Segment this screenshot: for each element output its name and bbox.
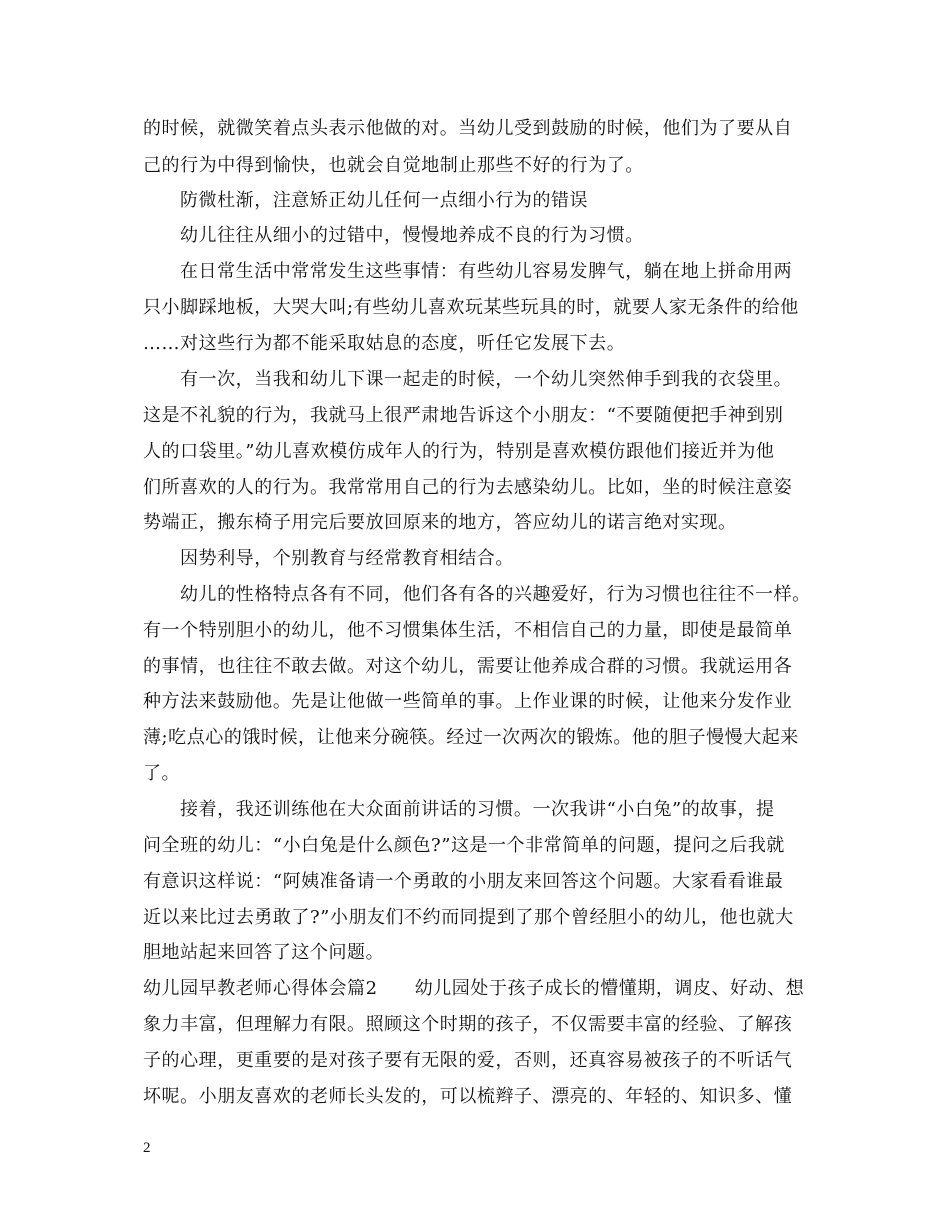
section-heading: 防微杜渐，注意矫正幼儿任何一点细小行为的错误 <box>180 190 589 211</box>
article-heading-line: 幼儿园早教老师心得体会篇2 幼儿园处于孩子成长的懵懂期，调皮、好动、想 <box>143 978 805 999</box>
body-line: 势端正，搬东椅子用完后要放回原来的地方，答应幼儿的诺言绝对实现。 <box>143 512 737 533</box>
page-number: 2 <box>143 1140 151 1156</box>
body-line: 的事情，也往往不敢去做。对这个幼儿，需要让他养成合群的习惯。我就运用各 <box>143 656 793 677</box>
body-line: 只小脚踩地板，大哭大叫;有些幼儿喜欢玩某些玩具的时，就要人家无条件的给他 <box>143 297 799 318</box>
body-line: 有一次，当我和幼儿下课一起走的时候，一个幼儿突然伸手到我的衣袋里。 <box>180 369 793 390</box>
body-line: 了。 <box>143 763 181 784</box>
body-line: 接着，我还训练他在大众面前讲话的习惯。一次我讲“小白兔”的故事，提 <box>180 799 775 820</box>
body-line: 这是不礼貌的行为，我就马上很严肃地告诉这个小朋友：“不要随便把手神到别 <box>143 405 784 426</box>
body-line: 近以来比过去勇敢了?”小朋友们不约而同提到了那个曾经胆小的幼儿，他也就大 <box>143 907 794 928</box>
body-line: 象力丰富，但理解力有限。照顾这个时期的孩子，不仅需要丰富的经验、了解孩 <box>143 1014 793 1035</box>
body-line: 人的口袋里。”幼儿喜欢模仿成年人的行为，特别是喜欢模仿跟他们接近并为他 <box>143 441 775 462</box>
body-line: 种方法来鼓励他。先是让他做一些简单的事。上作业课的时候，让他来分发作业 <box>143 691 793 712</box>
body-line: 有意识这样说：“阿姨准备请一个勇敢的小朋友来回答这个问题。大家看看谁最 <box>143 871 784 892</box>
body-line: 幼儿的性格特点各有不同，他们各有各的兴趣爱好，行为习惯也往往不一样。 <box>180 584 811 605</box>
body-line: 幼儿往往从细小的过错中，慢慢地养成不良的行为习惯。 <box>180 225 644 246</box>
body-line: 坏呢。小朋友喜欢的老师长头发的，可以梳辫子、漂亮的、年轻的、知识多、懂 <box>143 1086 793 1107</box>
body-line: 薄;吃点心的饿时候，让他来分碗筷。经过一次两次的锻炼。他的胆子慢慢大起来 <box>143 727 799 748</box>
body-line: ……对这些行为都不能采取姑息的态度，听任它发展下去。 <box>143 333 626 354</box>
body-line: 的时候，就微笑着点头表示他做的对。当幼儿受到鼓励的时候，他们为了要从自 <box>143 118 793 139</box>
body-line: 己的行为中得到愉快，也就会自觉地制止那些不好的行为了。 <box>143 155 644 176</box>
body-line: 问全班的幼儿：“小白兔是什么颜色?”这是一个非常简单的问题，提问之后我就 <box>143 835 785 856</box>
body-line: 子的心理，更重要的是对孩子要有无限的爱，否则，还真容易被孩子的不听话气 <box>143 1050 793 1071</box>
body-line: 有一个特别胆小的幼儿，他不习惯集体生活，不相信自己的力量，即使是最简单 <box>143 620 793 641</box>
body-line: 在日常生活中常常发生这些事情：有些幼儿容易发脾气，躺在地上拼命用两 <box>180 261 793 282</box>
body-line: 胆地站起来回答了这个问题。 <box>143 942 385 963</box>
body-line: 们所喜欢的人的行为。我常常用自己的行为去感染幼儿。比如，坐的时候注意姿 <box>143 477 793 498</box>
section-heading: 因势利导，个别教育与经常教育相结合。 <box>180 548 514 569</box>
